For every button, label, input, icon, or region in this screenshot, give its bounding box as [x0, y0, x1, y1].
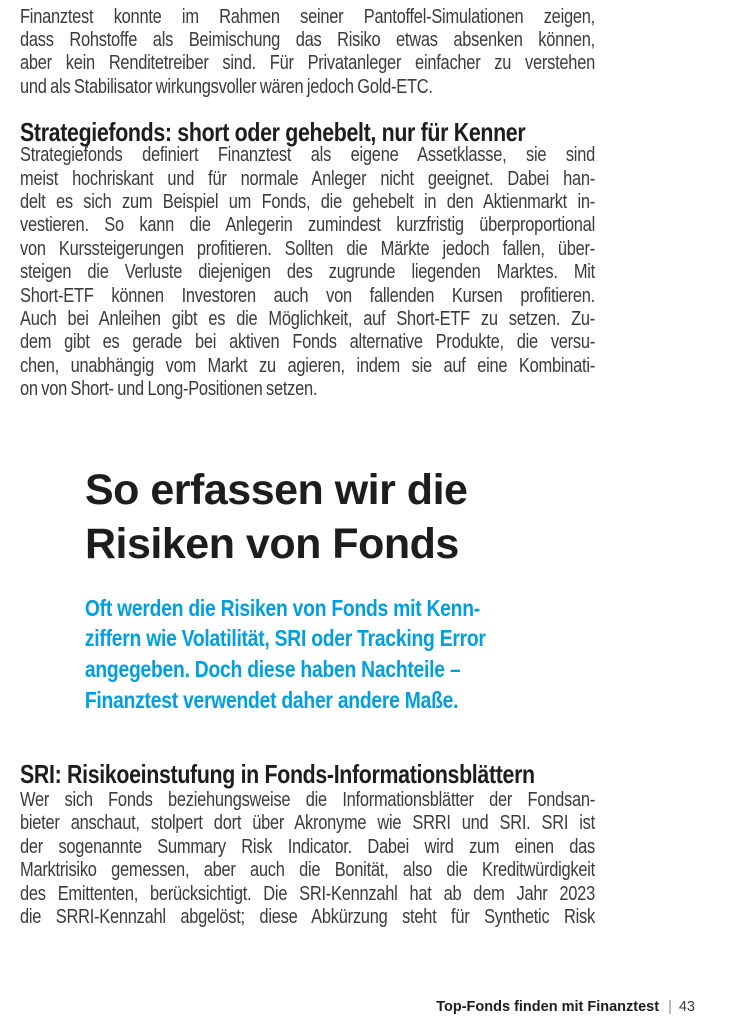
- intro-paragraph: [20, 6, 595, 100]
- text-line: Marktrisiko gemessen, aber auch die Bonität, also die Kreditwürdigkeit: [20, 859, 595, 882]
- footer-separator: |: [668, 999, 672, 1015]
- text-line: Auch bei Anleihen gibt es die Möglichkeit, auf Short-ETF zu setzen. Zu-: [20, 307, 595, 330]
- text-line: Short-ETF können Investoren auch von fallenden Kursen profitieren.: [20, 284, 595, 307]
- text-line: die SRRI-Kennzahl abgelöst; diese Abkürzung steht für Synthetic Risk: [20, 905, 595, 928]
- text-line: steigen die Verluste diejenigen des zugrunde liegenden Marktes. Mit: [20, 261, 595, 284]
- text-line: Strategiefonds definiert Finanztest als eigene Assetklasse, sie sind: [20, 144, 595, 167]
- text-line: on von Short- und Long-Positionen setzen.: [20, 378, 318, 401]
- text-line: Oft werden die Risiken von Fonds mit Kenn-: [84, 594, 480, 621]
- text-line: und als Stabilisator wirkungsvoller wären jedoch Gold-ETC.: [20, 75, 433, 98]
- text-line: So erfassen wir die: [85, 466, 468, 514]
- footer-page-number: 43: [678, 999, 695, 1015]
- feature-title: [85, 463, 467, 571]
- section-heading-strategiefonds: Strategiefonds: short oder gehebelt, nur für Kenner: [20, 117, 526, 148]
- strategiefonds-paragraph: [20, 144, 595, 401]
- text-line: Finanztest verwendet daher andere Maße.: [84, 686, 459, 713]
- footer-label: Top-Fonds finden mit Finanztest: [436, 999, 660, 1015]
- text-line: Risiken von Fonds: [85, 520, 459, 568]
- text-line: von Kurssteigerungen profitieren. Sollten die Märkte jedoch fallen, über-: [20, 237, 595, 260]
- text-line: chen, unabhängig vom Markt zu agieren, indem sie auf eine Kombinati-: [20, 354, 595, 377]
- text-line: dass Rohstoffe als Beimischung das Risiko etwas absenken können,: [20, 28, 595, 51]
- section-heading-sri: SRI: Risikoeinstufung in Fonds-Informationsblättern: [20, 758, 535, 789]
- page-footer: [436, 998, 695, 1016]
- text-line: der sogenannte Summary Risk Indicator. Dabei wird zum einen das: [20, 835, 595, 858]
- text-line: Wer sich Fonds beziehungsweise die Informationsblätter der Fondsan-: [20, 788, 595, 811]
- text-line: bieter anschaut, stolpert dort über Akronyme wie SRRI und SRI. SRI ist: [20, 812, 595, 835]
- sri-paragraph: [20, 789, 595, 929]
- text-line: vestieren. So kann die Anlegerin zumindest kurzfristig überproportional: [20, 214, 595, 237]
- text-line: aber kein Renditetreiber sind. Für Privatanleger einfacher zu verstehen: [20, 52, 595, 75]
- text-line: des Emittenten, berücksichtigt. Die SRI-Kennzahl hat ab dem Jahr 2023: [20, 882, 595, 905]
- text-line: ziffern wie Volatilität, SRI oder Tracking Error: [84, 625, 486, 652]
- text-line: Finanztest konnte im Rahmen seiner Pantoffel-Simulationen zeigen,: [20, 5, 595, 28]
- feature-deck: [20, 593, 595, 716]
- text-line: angegeben. Doch diese haben Nachteile –: [84, 656, 461, 682]
- text-line: dem gibt es gerade bei aktiven Fonds alternative Produkte, die versu-: [20, 331, 595, 354]
- text-line: meist hochriskant und für normale Anleger nicht geeignet. Dabei han-: [20, 167, 595, 190]
- text-line: delt es sich zum Beispiel um Fonds, die gehebelt in den Aktienmarkt in-: [20, 190, 595, 213]
